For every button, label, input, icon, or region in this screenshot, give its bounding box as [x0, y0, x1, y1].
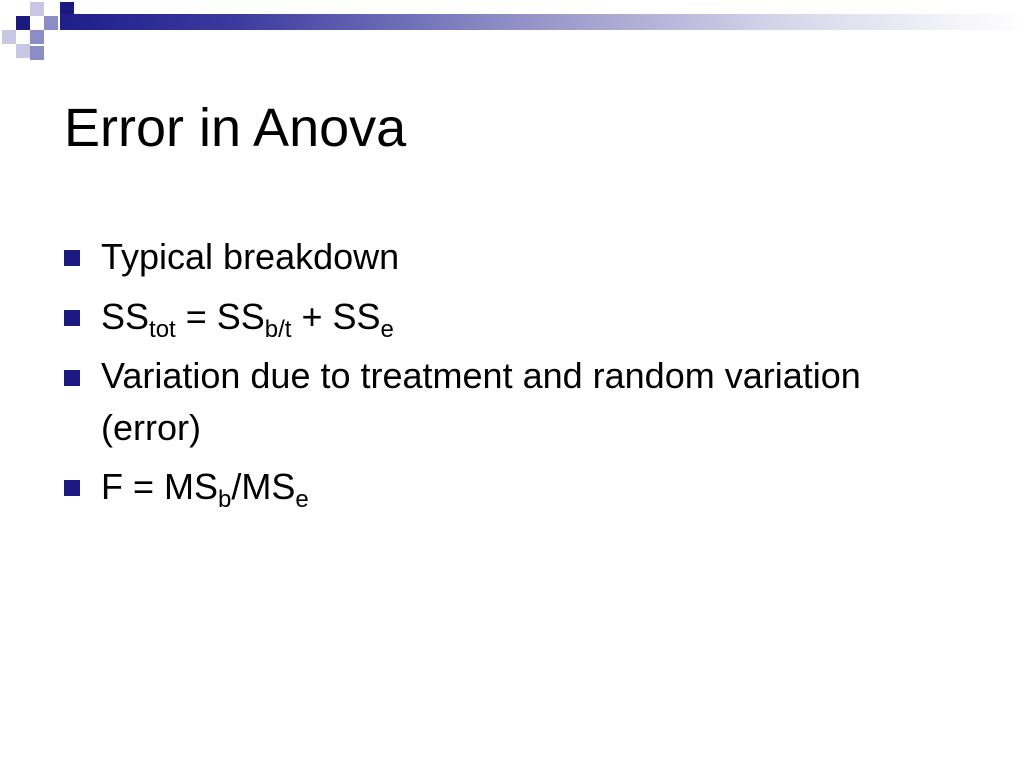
formula-part: + SS [291, 296, 381, 337]
decor-square [2, 30, 16, 44]
square-bullet-icon [64, 250, 80, 266]
formula-part: /MS [231, 466, 296, 507]
bullet-text: Variation due to treatment and random variation (error) [101, 355, 861, 448]
formula-part: F = MS [101, 466, 219, 507]
formula-f-ratio [101, 466, 309, 513]
bullet-item [64, 460, 944, 514]
square-bullet-icon [64, 480, 80, 496]
bullet-item [64, 350, 944, 454]
formula-part: SS [101, 296, 150, 337]
formula-subscript: tot [149, 316, 176, 343]
square-bullet-icon [64, 370, 80, 386]
bullet-text: Typical breakdown [101, 236, 400, 277]
decor-square [44, 16, 58, 30]
bullet-item [64, 230, 944, 284]
formula-subscript: b/t [264, 316, 292, 343]
decor-square [16, 44, 30, 58]
bullet-item [64, 290, 944, 344]
formula-subscript: b [218, 486, 232, 513]
header-band [60, 14, 1024, 30]
bullet-list [64, 230, 944, 520]
decor-square [30, 46, 44, 60]
formula-ss-total [101, 296, 394, 343]
formula-part: = SS [175, 296, 265, 337]
decor-square [16, 16, 30, 30]
formula-subscript: e [380, 316, 394, 343]
decor-square [30, 2, 44, 16]
formula-subscript: e [295, 486, 309, 513]
square-bullet-icon [64, 310, 80, 326]
slide-title: Error in Anova [64, 98, 407, 158]
decor-square [30, 30, 44, 44]
